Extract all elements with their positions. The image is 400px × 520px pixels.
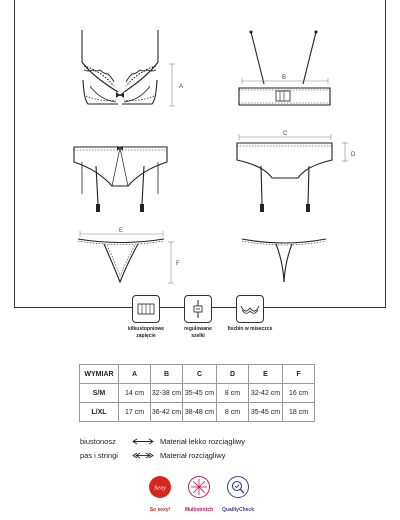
feature-label: szelki: [191, 332, 205, 339]
legend-name: pas i stringi: [80, 451, 118, 460]
badge-quality-check: [213, 475, 263, 513]
legend-name: biustonosz: [80, 437, 116, 446]
hook-eye-icon: [132, 295, 160, 323]
dimension-label-f: F: [176, 261, 180, 267]
badge-label: So sexy!: [149, 507, 171, 513]
table-cell: 14 cm: [119, 384, 151, 403]
col-header: B: [151, 365, 183, 384]
bra-bow-icon: [116, 92, 124, 98]
col-header: E: [249, 365, 283, 384]
dimension-label-e: E: [119, 228, 124, 234]
feature-label: zapięcie: [136, 332, 156, 339]
table-cell: 32-42 cm: [249, 384, 283, 403]
table-row: [80, 403, 315, 422]
so-sexy-logo: [148, 475, 172, 499]
stretch-arrow-icon: [132, 452, 154, 459]
garter-front-drawing: [74, 147, 167, 204]
table-cell: 8 cm: [217, 384, 249, 403]
table-cell: 36-42 cm: [151, 403, 183, 422]
dimension-d: [342, 143, 348, 161]
dimension-label-d: D: [351, 152, 356, 158]
thong-front-drawing: [78, 239, 164, 282]
table-cell: 35-45 cm: [249, 403, 283, 422]
feature-label: regulowane: [184, 326, 212, 332]
dimension-label-a: A: [179, 84, 184, 90]
table-row: [80, 384, 315, 403]
dimension-f: [168, 242, 174, 283]
col-header: WYMIAR: [80, 365, 119, 384]
thong-back-drawing: [242, 239, 326, 282]
legend-desc: Materiał rozciągliwy: [160, 451, 226, 460]
table-cell: 38-48 cm: [183, 403, 217, 422]
garter-clips-back: [260, 204, 310, 212]
garter-back-drawing: [237, 143, 332, 204]
table-cell: 8 cm: [217, 403, 249, 422]
table-cell: 18 cm: [283, 403, 315, 422]
col-header: C: [183, 365, 217, 384]
row-header: S/M: [80, 384, 119, 403]
table-cell: 16 cm: [283, 384, 315, 403]
col-header: A: [119, 365, 151, 384]
bra-back-drawing: [239, 31, 330, 105]
feature-cup-insert: [215, 295, 285, 333]
dimension-label-b: B: [282, 75, 287, 81]
col-header: D: [217, 365, 249, 384]
table-cell: 17 cm: [119, 403, 151, 422]
bra-front-drawing: [82, 30, 158, 104]
size-table: [79, 364, 315, 422]
garter-clips-front: [96, 146, 144, 212]
logo-text: Sexy: [154, 484, 166, 492]
quality-check-icon: [226, 475, 250, 499]
col-header: F: [283, 365, 315, 384]
badge-label: QualityCheck: [222, 507, 254, 513]
badge-label: Multistretch: [184, 507, 214, 513]
adjustable-strap-icon: [184, 295, 212, 323]
double-arrow-icon: [132, 438, 154, 445]
dimension-a: [169, 64, 175, 106]
dimension-label-c: C: [283, 131, 288, 137]
table-cell: 35-45 cm: [183, 384, 217, 403]
row-header: L/XL: [80, 403, 119, 422]
feature-label: fiszbin w miseczce: [227, 326, 273, 332]
legend-desc: Materiał lekko rozciągliwy: [160, 437, 246, 446]
size-table-header: [80, 365, 315, 384]
feature-label: kilkustopniowe: [127, 326, 165, 332]
multistretch-icon: [187, 475, 211, 499]
table-cell: 32-38 cm: [151, 384, 183, 403]
cup-insert-icon: [236, 295, 264, 323]
